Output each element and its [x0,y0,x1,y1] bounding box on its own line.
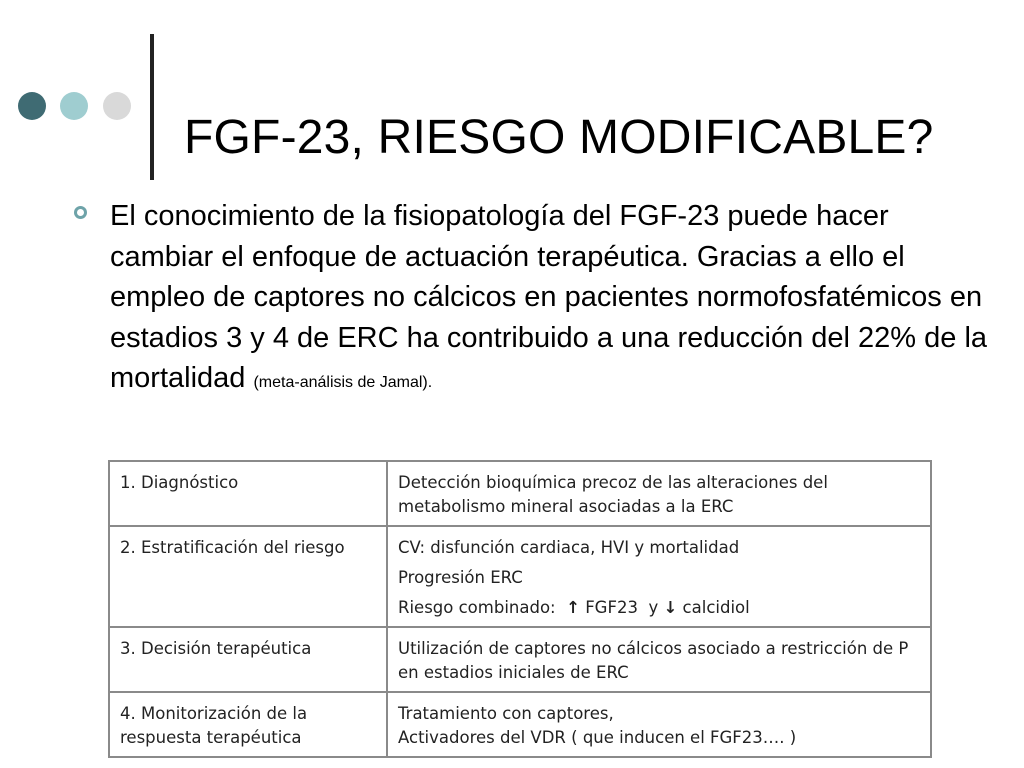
row-description: Tratamiento con captores, Activadores del VDR ( que inducen el FGF23…. ) [387,692,931,757]
arrow-up-icon: ↑ [566,598,580,617]
bullet-text [110,196,992,404]
management-table [108,460,932,758]
light-teal-dot-icon [60,92,88,120]
bullet-citation: (meta-análisis de Jamal). [253,374,433,391]
row-label: 1. Diagnóstico [109,461,387,526]
table-row [109,627,931,692]
gray-dot-icon [103,92,131,120]
arrow-down-icon: ↓ [663,598,678,617]
title-divider [150,34,154,180]
slide-title: FGF-23, RIESGO MODIFICABLE? [184,111,934,165]
row-label: 3. Decisión terapéutica [109,627,387,692]
table-row [109,692,931,757]
table-row [109,461,931,526]
bullet-point [72,196,992,404]
circle-bullet-icon [74,206,87,219]
bullet-main-text: El conocimiento de la fisiopatología del FGF-23 puede hacer cambiar el enfoque de actuación terapéutica. Gracias a ello el empleo de captores no cálcicos en pacientes normofosfatémicos en estadios 3 y 4 de ERC ha contribuido a una reducción del 22% de la mortalidad [110,200,988,394]
row-label: 2. Estratificación del riesgo [109,526,387,627]
row-description: Detección bioquímica precoz de las alteraciones del metabolismo mineral asociadas a la ERC [387,461,931,526]
table-row [109,526,931,627]
row-description: Utilización de captores no cálcicos asociado a restricción de P en estadios iniciales de ERC [387,627,931,692]
row-description: CV: disfunción cardiaca, HVI y mortalidad Progresión ERC Riesgo combinado: ↑ FGF23 y ↓ calcidiol [387,526,931,627]
combined-risk-line: Riesgo combinado: ↑ FGF23 y ↓ calcidiol [398,598,750,617]
row-label: 4. Monitorización de la respuesta terapéutica [109,692,387,757]
dark-teal-dot-icon [18,92,46,120]
